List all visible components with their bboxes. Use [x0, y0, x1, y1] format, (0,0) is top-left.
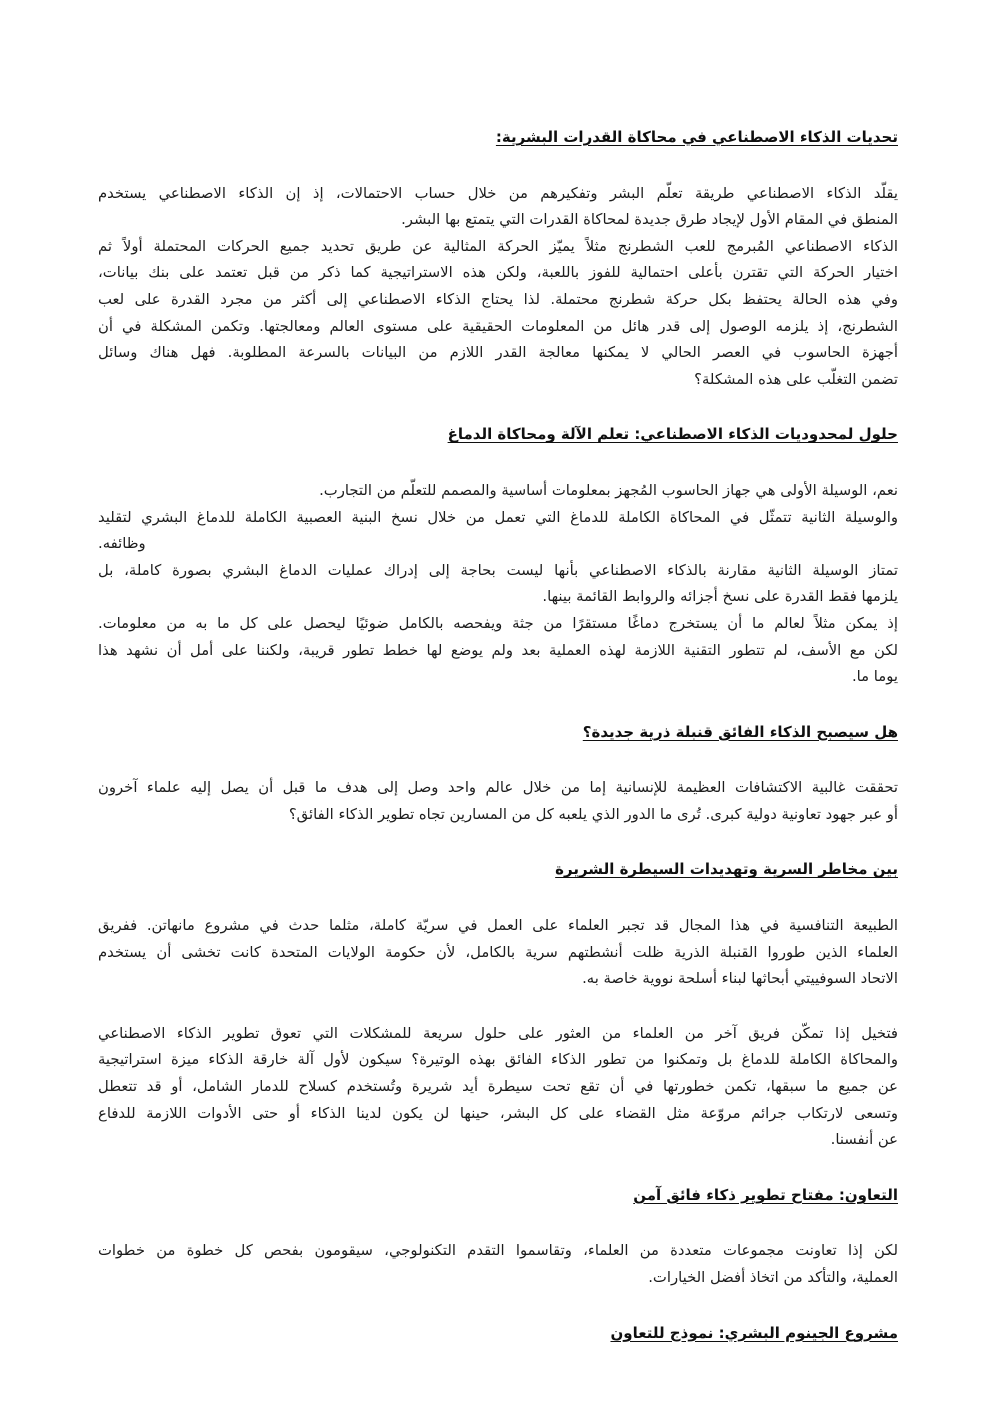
text-line: يوما ما.: [851, 668, 898, 686]
text-line: الذكاء الاصطناعي المُبرمج للعب الشطرنج مثلاً يميّز الحركة المثالية عن طريق تحديد جميع الحركات المحتملة أولاً ثم: [98, 237, 898, 255]
section-heading: حلول لمحدوديات الذكاء الاصطناعي: تعلم الآلة ومحاكاة الدماغ: [447, 425, 898, 444]
section: [98, 124, 898, 393]
section-heading: مشروع الجينوم البشري: نموذج للتعاون: [610, 1323, 898, 1342]
text-line: عن أنفسنا.: [830, 1131, 898, 1149]
paragraph: [98, 181, 898, 394]
text-line: العلماء الذين طوروا القنبلة الذرية ظلت أنشطتهم سرية بالكامل، لأن حكومة الولايات المتحدة كانت تخشى أن يستخدم: [98, 943, 898, 961]
text-line: تضمن التغلّب على هذه المشكلة؟: [694, 370, 898, 388]
text-line: عن جميع ما سبقها، تكمن خطورتها في أن تقع تحت سيطرة أيد شريرة وتُستخدم كسلاح للدمار الشامل، أو قد تتعطل: [98, 1078, 898, 1096]
text-line: وظائفه.: [98, 535, 146, 553]
text-line: المنطق في المقام الأول لإيجاد طرق جديدة لمحاكاة القدرات التي يتمتع بها البشر.: [401, 211, 898, 229]
text-line: لكن إذا تعاونت مجموعات متعددة من العلماء، وتقاسموا التقدم التكنولوجي، سيقومون بفحص كل خطوة من خطوات: [98, 1242, 898, 1260]
text-line: والوسيلة الثانية تتمثّل في المحاكاة الكاملة للدماغ التي تعمل من خلال نسخ البنية العصبية الكاملة للدماغ البشري لتقليد: [98, 508, 898, 526]
text-line: الشطرنج، إذ يلزمه الوصول إلى قدر هائل من المعلومات الحقيقية على مستوى العالم ومعالجتها. وتكمن المشكلة في أن: [98, 317, 898, 335]
section: [98, 1320, 898, 1347]
paragraph: [98, 1238, 898, 1291]
section: [98, 719, 898, 829]
section-heading: تحديات الذكاء الاصطناعي في محاكاة القدرات البشرية:: [495, 128, 898, 146]
text-line: إذ يمكن مثلاً لعالم ما أن يستخرج دماغًا مستقرًا من جثة ويفحصه بالكامل ضوئيًا ليحصل على كل ما به من معلومات.: [98, 614, 898, 632]
text-line: الطبيعة التنافسية في هذا المجال قد تجبر العلماء على العمل في سريّة كاملة، مثلما حدث في مشروع مانهاتن. ففريق: [98, 917, 898, 935]
text-line: الاتحاد السوفييتي أبحاثها لبناء أسلحة نووية خاصة به.: [582, 970, 898, 988]
document-body: [98, 124, 898, 1346]
text-line: والمحاكاة الكاملة للدماغ بل وتمكنوا من تطور الذكاء الفائق بهذه الوتيرة؟ سيكون لأول آلة خارقة الذكاء ميزة استراتيجية: [98, 1051, 898, 1069]
text-line: العملية، والتأكد من اتخاذ أفضل الخيارات.: [648, 1269, 898, 1286]
text-line: تمتاز الوسيلة الثانية مقارنة بالذكاء الاصطناعي بأنها ليست بحاجة إلى إدراك عمليات الدماغ البشري بصورة كاملة، بل: [98, 561, 898, 579]
text-line: نعم، الوسيلة الأولى هي جهاز الحاسوب المُجهز بمعلومات أساسية والمصمم للتعلّم من التجارب.: [319, 481, 898, 499]
text-line: يلزمها فقط القدرة على نسخ أجزائه والروابط القائمة بينها.: [542, 588, 898, 606]
text-line: فتخيل إذا تمكّن فريق آخر من العلماء من العثور على حلول سريعة للمشكلات التي تعوق تطوير الذكاء الاصطناعي: [98, 1024, 898, 1042]
paragraph: [98, 775, 898, 828]
text-line: وفي هذه الحالة يحتفظ بكل حركة شطرنج محتملة. لذا يحتاج الذكاء الاصطناعي إلى أكثر من مجرد القدرة على لعب: [98, 290, 898, 308]
section-heading: بين مخاطر السرية وتهديدات السيطرة الشريرة: [555, 860, 898, 879]
section-heading: هل سيصبح الذكاء الفائق قنبلة ذرية جديدة؟: [582, 722, 898, 741]
text-line: اختيار الحركة التي تقترن بأعلى احتمالية للفوز باللعبة، ولكن هذه الاستراتيجية كما ذكر من قبل تعتمد على بنك بيانات،: [98, 264, 898, 282]
paragraph: [98, 1021, 898, 1154]
section: [98, 856, 898, 1153]
text-line: أجهزة الحاسوب في العصر الحالي لا يمكنها معالجة القدر اللازم من البيانات بالسرعة المطلوبة. فهل هناك وسائل: [98, 344, 898, 362]
section-heading: التعاون: مفتاح تطوير ذكاء فائق آمن: [633, 1185, 898, 1204]
section: [98, 421, 898, 690]
section: [98, 1182, 898, 1292]
paragraph: [98, 478, 898, 691]
text-line: وتسعى لارتكاب جرائم مروّعة مثل القضاء على كل البشر، حينها لن يكون لدينا الذكاء أو حتى الأدوات اللازمة للدفاع: [98, 1104, 898, 1122]
text-line: أو عبر جهود تعاونية دولية كبرى. تُرى ما الدور الذي يلعبه كل من المسارين تجاه تطوير الذكاء الفائق؟: [288, 805, 898, 823]
text-line: لكن مع الأسف، لم تتطور التقنية اللازمة لهذه العملية بعد ولم يوضع لها خطط تطور قريبة، ولكننا على أمل أن نشهد هذا: [98, 641, 898, 659]
text-line: يقلّد الذكاء الاصطناعي طريقة تعلّم البشر وتفكيرهم من خلال حساب الاحتمالات، إذ إن الذكاء الاصطناعي يستخدم: [98, 184, 898, 202]
text-line: تحققت غالبية الاكتشافات العظيمة للإنسانية إما من خلال عالم واحد وصل إلى هدف ما قبل أن يصل إليه علماء آخرون: [98, 779, 898, 797]
paragraph: [98, 913, 898, 993]
